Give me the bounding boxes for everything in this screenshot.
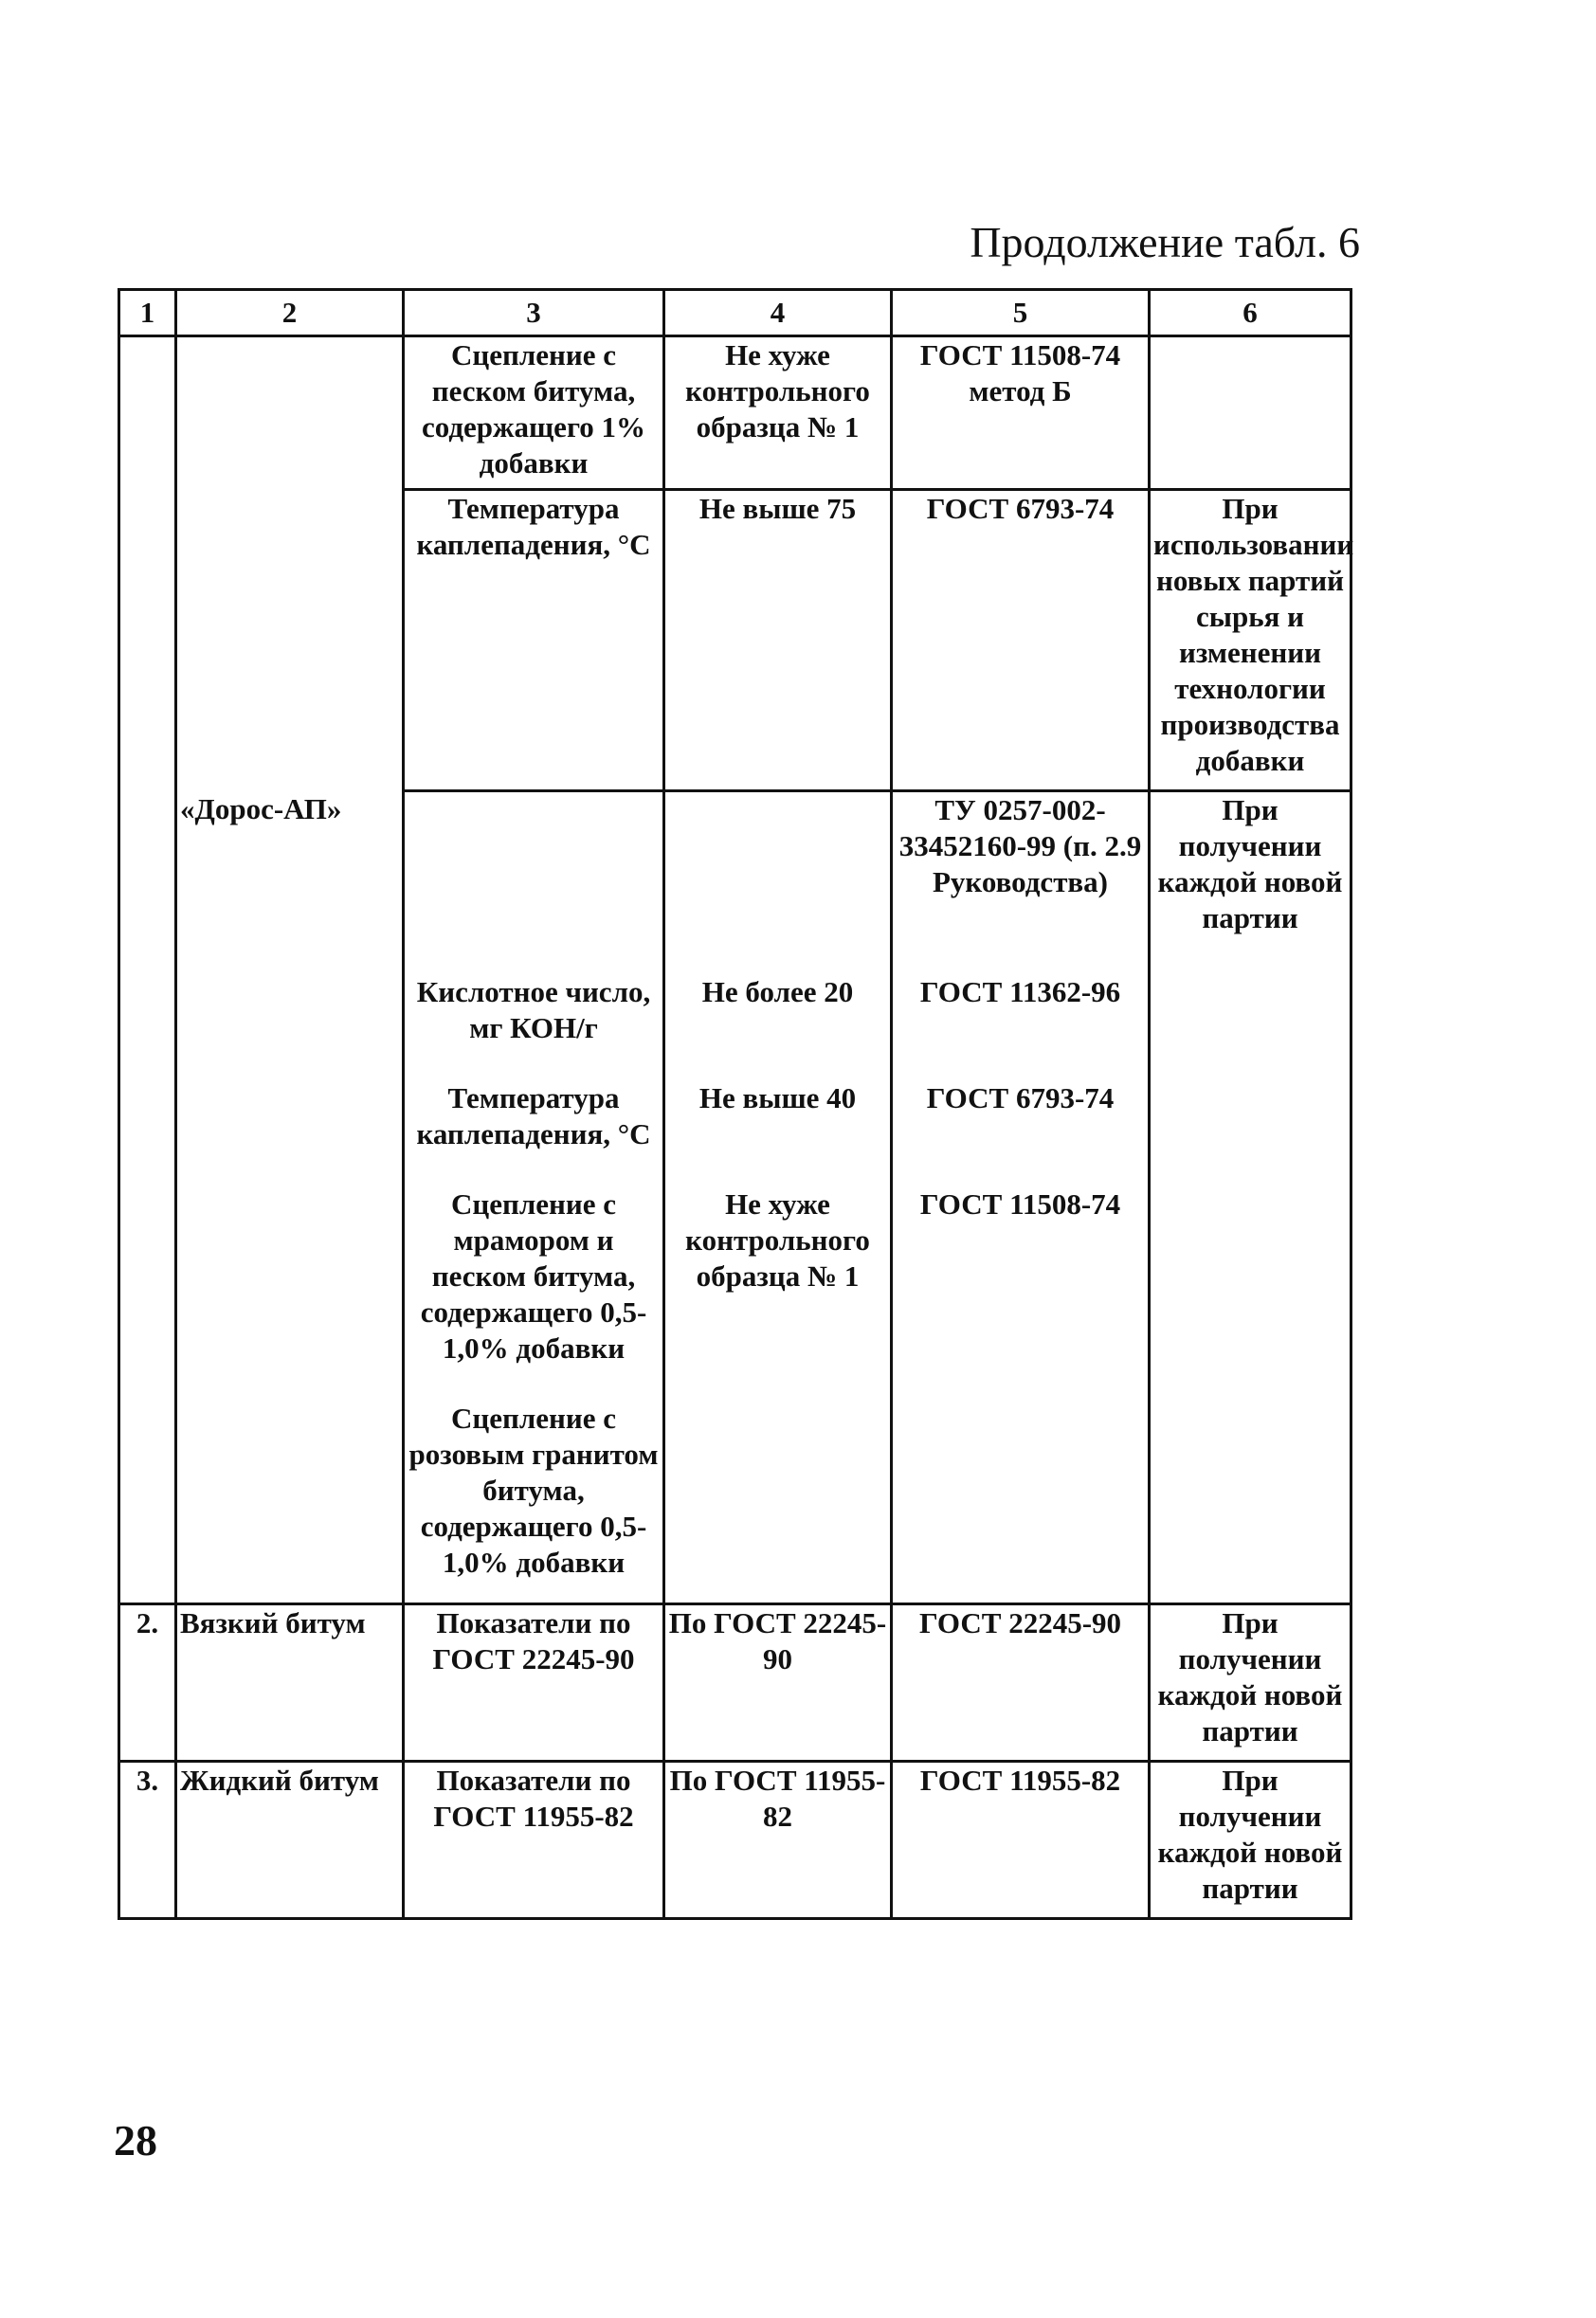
- method-acid-number: ГОСТ 11362-96: [919, 975, 1121, 1008]
- cell-method: ГОСТ 11955-82: [892, 1762, 1150, 1919]
- cell-indicator: Температура каплепадения, °С: [404, 490, 664, 791]
- cell-number: [119, 490, 176, 791]
- cell-material: «Дорос-АП»: [176, 791, 404, 1604]
- indicator-acid-number: Кислотное число, мг КОН/г: [416, 975, 651, 1044]
- cell-material: Вязкий битум: [176, 1604, 404, 1762]
- norm-acid-number: Не более 20: [701, 975, 854, 1008]
- cell-method: ГОСТ 6793-74: [892, 490, 1150, 791]
- column-header-3: 3: [404, 290, 664, 336]
- cell-material: [176, 490, 404, 791]
- table-row: [119, 1604, 1351, 1762]
- page-number: 28: [114, 2116, 157, 2164]
- cell-indicator: Сцепление с песком битума, содержащего 1% добавки: [404, 336, 664, 490]
- cell-frequency: При получении каждой новой партии: [1150, 1762, 1351, 1919]
- norm-drop-point: Не выше 40: [698, 1081, 857, 1114]
- column-header-1: 1: [119, 290, 176, 336]
- norm-marble-sand-adhesion: Не хуже контрольного образца № 1: [685, 1187, 870, 1293]
- cell-norm-group: [664, 791, 892, 1604]
- cell-number: 2.: [119, 1604, 176, 1762]
- indicator-granite-adhesion: Сцепление с розовым гранитом битума, содержащего 0,5-1,0% добавки: [408, 1402, 659, 1579]
- method-marble-sand-adhesion: ГОСТ 11508-74: [919, 1187, 1121, 1221]
- cell-indicator: Показатели по ГОСТ 11955-82: [404, 1762, 664, 1919]
- method-drop-point: ГОСТ 6793-74: [926, 1081, 1115, 1114]
- cell-norm: Не хуже контрольного образца № 1: [664, 336, 892, 490]
- cell-number: [119, 336, 176, 490]
- cell-indicator: Показатели по ГОСТ 22245-90: [404, 1604, 664, 1762]
- method-tu: ТУ 0257-002-33452160-99 (п. 2.9 Руководства): [898, 793, 1142, 898]
- cell-frequency: При использовании новых партий сырья и изменении технологии производства добавки: [1150, 490, 1351, 791]
- column-header-2: 2: [176, 290, 404, 336]
- column-header-6: 6: [1150, 290, 1351, 336]
- cell-material: Жидкий битум: [176, 1762, 404, 1919]
- cell-norm: Не выше 75: [664, 490, 892, 791]
- cell-norm: По ГОСТ 22245-90: [664, 1604, 892, 1762]
- table-row: [119, 490, 1351, 791]
- cell-method-group: [892, 791, 1150, 1604]
- cell-frequency: При получении каждой новой партии: [1150, 791, 1351, 1604]
- cell-frequency: При получении каждой новой партии: [1150, 1604, 1351, 1762]
- cell-frequency: [1150, 336, 1351, 490]
- indicator-marble-sand-adhesion: Сцепление с мрамором и песком битума, содержащего 0,5-1,0% добавки: [420, 1187, 647, 1365]
- table-continuation-heading: Продолжение табл. 6: [970, 218, 1360, 266]
- cell-number: 3.: [119, 1762, 176, 1919]
- cell-number: [119, 791, 176, 1604]
- indicator-drop-point: Температура каплепадения, °С: [416, 1081, 651, 1150]
- table-header-row: [119, 290, 1351, 336]
- cell-indicator-group: [404, 791, 664, 1604]
- column-header-4: 4: [664, 290, 892, 336]
- cell-method: ГОСТ 11508-74 метод Б: [892, 336, 1150, 490]
- cell-material: [176, 336, 404, 490]
- column-header-5: 5: [892, 290, 1150, 336]
- cell-norm: По ГОСТ 11955-82: [664, 1762, 892, 1919]
- requirements-table: [118, 288, 1352, 1920]
- cell-method: ГОСТ 22245-90: [892, 1604, 1150, 1762]
- table-row: [119, 336, 1351, 490]
- table-row: [119, 791, 1351, 1604]
- table-row: [119, 1762, 1351, 1919]
